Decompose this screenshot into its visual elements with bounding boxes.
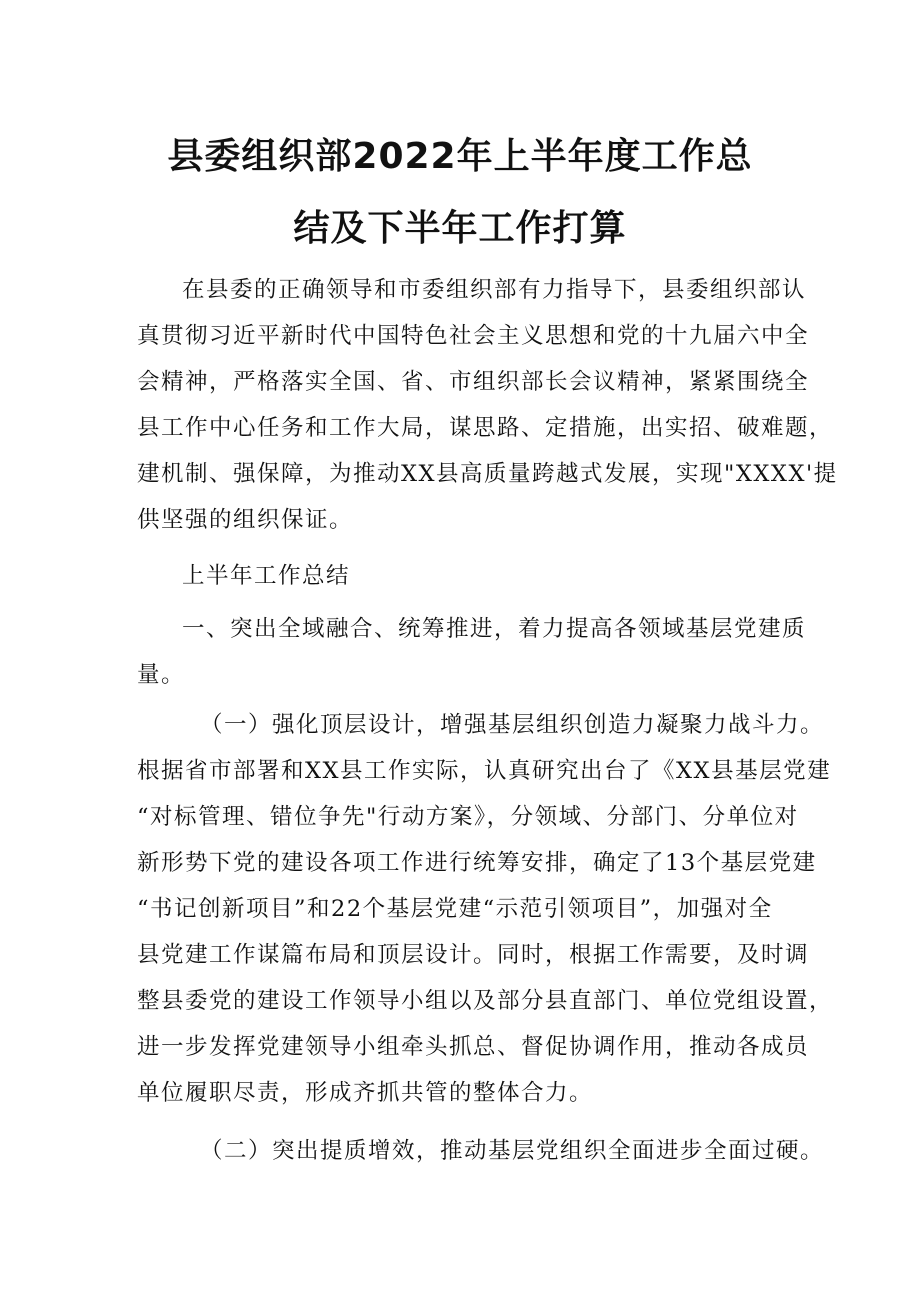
paragraph-line: 县党建工作谋篇布局和顶层设计。同时，根据工作需要，及时调 bbox=[137, 942, 810, 968]
document-title-line-1: 县委组织部2022年上半年度工作总 bbox=[167, 136, 753, 177]
section-heading: 一、突出全域融合、统筹推进，着力提高各领域基层党建质 bbox=[182, 616, 807, 642]
paragraph-line: 根据省市部署和XX县工作实际，认真研究出台了《XX县基层党建 bbox=[137, 758, 832, 784]
section-heading: 上半年工作总结 bbox=[182, 563, 351, 589]
document-title-line-2: 结及下半年工作打算 bbox=[293, 208, 627, 249]
paragraph-line: 在县委的正确领导和市委组织部有力指导下，县委组织部认 bbox=[182, 277, 807, 303]
paragraph-line: 单位履职尽责，形成齐抓共管的整体合力。 bbox=[137, 1080, 594, 1106]
paragraph-line: “对标管理、错位争先"行动方案》，分领域、分部门、分单位对 bbox=[137, 804, 799, 830]
paragraph-line: 进一步发挥党建领导小组牵头抓总、督促协调作用，推动各成员 bbox=[137, 1034, 810, 1060]
paragraph-line: 县工作中心任务和工作大局，谋思路、定措施，出实招、破难题， bbox=[137, 415, 834, 441]
paragraph-line: “书记创新项目”和22个基层党建“示范引领项目”，加强对全 bbox=[137, 896, 773, 922]
paragraph-line: 建机制、强保障，为推动XX县高质量跨越式发展，实现"XXXX'提 bbox=[137, 461, 838, 487]
paragraph-line: 新形势下党的建设各项工作进行统筹安排，确定了13个基层党建 bbox=[137, 850, 817, 876]
subsection-heading: （一）强化顶层设计，增强基层组织创造力凝聚力战斗力。 bbox=[200, 712, 825, 738]
paragraph-line: 真贯彻习近平新时代中国特色社会主义思想和党的十九届六中全 bbox=[137, 323, 810, 349]
paragraph-line: 会精神，严格落实全国、省、市组织部长会议精神，紧紧围绕全 bbox=[137, 369, 810, 395]
paragraph-line: 整县委党的建设工作领导小组以及部分县直部门、单位党组设置， bbox=[137, 988, 834, 1014]
section-heading: 量。 bbox=[137, 662, 186, 688]
subsection-heading: （二）突出提质增效，推动基层党组织全面进步全面过硬。 bbox=[200, 1138, 825, 1164]
paragraph-line: 供坚强的组织保证。 bbox=[137, 507, 354, 533]
